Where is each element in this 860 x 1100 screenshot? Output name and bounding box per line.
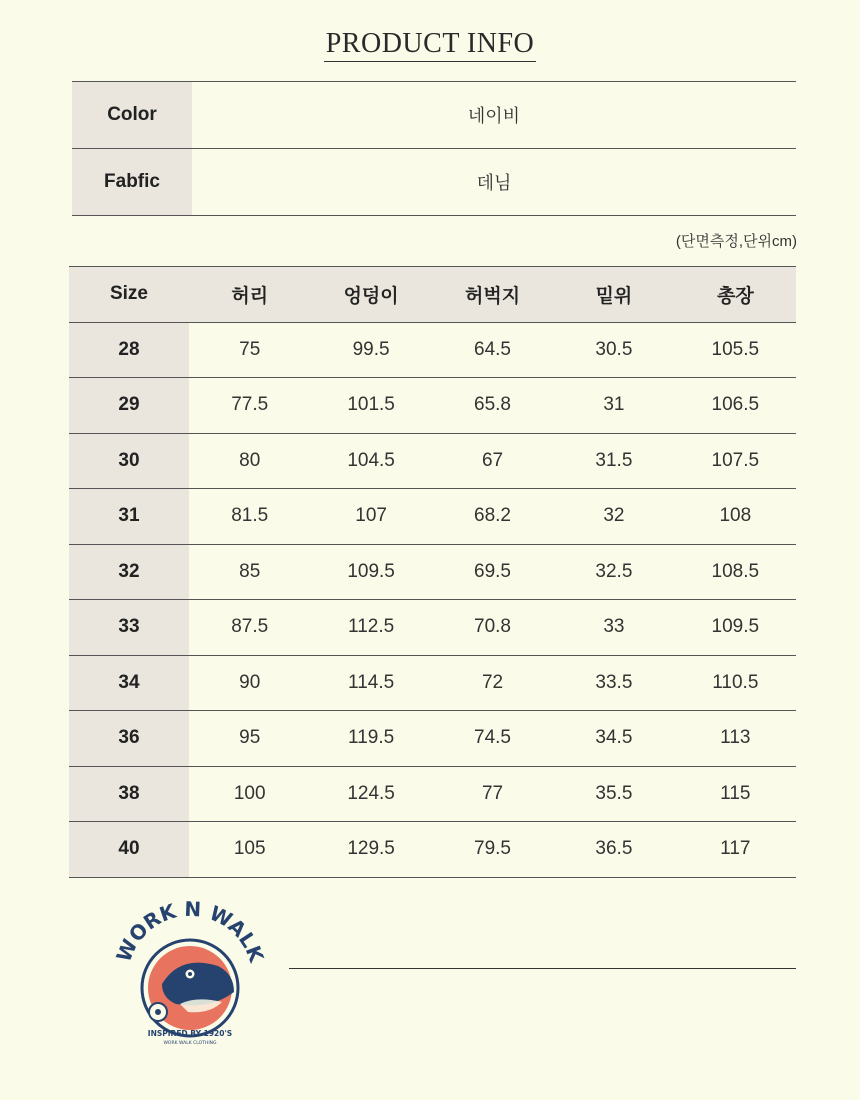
page-title: PRODUCT INFO [0, 28, 860, 62]
header-cell: 밑위 [595, 285, 633, 307]
header-cell: 허벅지 [464, 285, 521, 307]
size-cell: 30 [69, 434, 189, 489]
measure-cell: 109.5 [711, 616, 760, 638]
measure-cell: 99.5 [352, 338, 390, 360]
measure-cell: 90 [239, 671, 261, 693]
table-row [69, 434, 796, 490]
header-cell: Size [69, 267, 189, 322]
measure-cell: 34.5 [595, 727, 633, 749]
size-table-header [69, 267, 796, 323]
table-row [69, 600, 796, 656]
table-row [69, 545, 796, 601]
measure-cell: 64.5 [474, 338, 511, 360]
header-cell: 총장 [716, 285, 754, 307]
measure-cell: 77 [481, 782, 504, 804]
measure-cell: 124.5 [347, 782, 395, 804]
size-table-body [69, 323, 796, 878]
table-row [69, 711, 796, 767]
header-cell: 허리 [231, 285, 269, 307]
brand-logo [110, 900, 270, 1050]
measure-cell: 68.2 [474, 505, 511, 527]
measure-cell: 117 [720, 838, 751, 860]
measure-cell: 85 [239, 560, 261, 582]
measure-cell: 31.5 [595, 449, 633, 471]
measure-cell: 33 [603, 616, 625, 638]
measure-cell: 70.8 [474, 616, 511, 638]
unit-note: (단면측정,단위cm) [675, 233, 797, 250]
size-cell: 28 [69, 323, 189, 378]
measure-cell: 101.5 [347, 394, 395, 416]
table-row [69, 378, 796, 434]
table-row [69, 767, 796, 823]
measure-cell: 95 [239, 727, 261, 749]
size-cell: 31 [69, 489, 189, 544]
measure-cell: 108 [719, 505, 752, 527]
info-row-fabric [72, 149, 796, 216]
table-row [69, 656, 796, 712]
measure-cell: 77.5 [231, 394, 269, 416]
fabric-label: Fabfic [72, 149, 192, 215]
measure-cell: 79.5 [474, 838, 511, 860]
measure-cell: 30.5 [595, 338, 633, 360]
size-cell: 33 [69, 600, 189, 655]
measure-cell: 100 [233, 782, 266, 804]
info-row-color [72, 82, 796, 149]
logo-sub: WORK WALK CLOTHING [163, 1041, 217, 1046]
size-table [69, 266, 796, 878]
measure-cell: 108.5 [711, 560, 760, 582]
measure-cell: 107.5 [711, 449, 760, 471]
measure-cell: 80 [239, 449, 261, 471]
table-row [69, 323, 796, 379]
logo-tagline: INSPIRED BY 1920'S [147, 1029, 233, 1038]
measure-cell: 119.5 [348, 727, 395, 749]
color-label: Color [72, 82, 192, 148]
measure-cell: 81.5 [231, 505, 269, 527]
measure-cell: 105.5 [711, 338, 760, 360]
measure-cell: 105 [233, 838, 266, 860]
measure-cell: 106.5 [711, 394, 760, 416]
size-cell: 40 [69, 822, 189, 877]
measure-cell: 110.5 [712, 671, 759, 693]
color-value: 네이비 [467, 106, 521, 126]
measure-cell: 32 [603, 505, 625, 527]
logo-brand-text: WORK N WALK [111, 900, 269, 966]
measure-cell: 32.5 [595, 560, 633, 582]
size-cell: 34 [69, 656, 189, 711]
product-info-table [72, 81, 796, 216]
measure-cell: 113 [720, 727, 751, 749]
measure-cell: 129.5 [347, 838, 395, 860]
divider-line [289, 968, 796, 969]
measure-cell: 114.5 [348, 671, 395, 693]
header-cell: 엉덩이 [343, 285, 399, 307]
measure-cell: 109.5 [347, 560, 395, 582]
table-row [69, 822, 796, 878]
size-cell: 38 [69, 767, 189, 822]
measure-cell: 104.5 [347, 449, 395, 471]
measure-cell: 115 [720, 782, 751, 804]
measure-cell: 65.8 [474, 394, 511, 416]
measure-cell: 74.5 [474, 727, 511, 749]
measure-cell: 33.5 [595, 671, 633, 693]
measure-cell: 112.5 [348, 616, 395, 638]
measure-cell: 69.5 [474, 560, 511, 582]
measure-cell: 35.5 [595, 782, 633, 804]
measure-cell: 36.5 [595, 838, 633, 860]
measure-cell: 72 [481, 671, 504, 693]
fabric-value: 데님 [476, 173, 512, 193]
size-cell: 36 [69, 711, 189, 766]
measure-cell: 67 [481, 449, 504, 471]
measure-cell: 75 [239, 338, 261, 360]
size-cell: 32 [69, 545, 189, 600]
size-cell: 29 [69, 378, 189, 433]
measure-cell: 107 [355, 505, 387, 527]
measure-cell: 31 [603, 394, 625, 416]
table-row [69, 489, 796, 545]
measure-cell: 87.5 [231, 616, 269, 638]
